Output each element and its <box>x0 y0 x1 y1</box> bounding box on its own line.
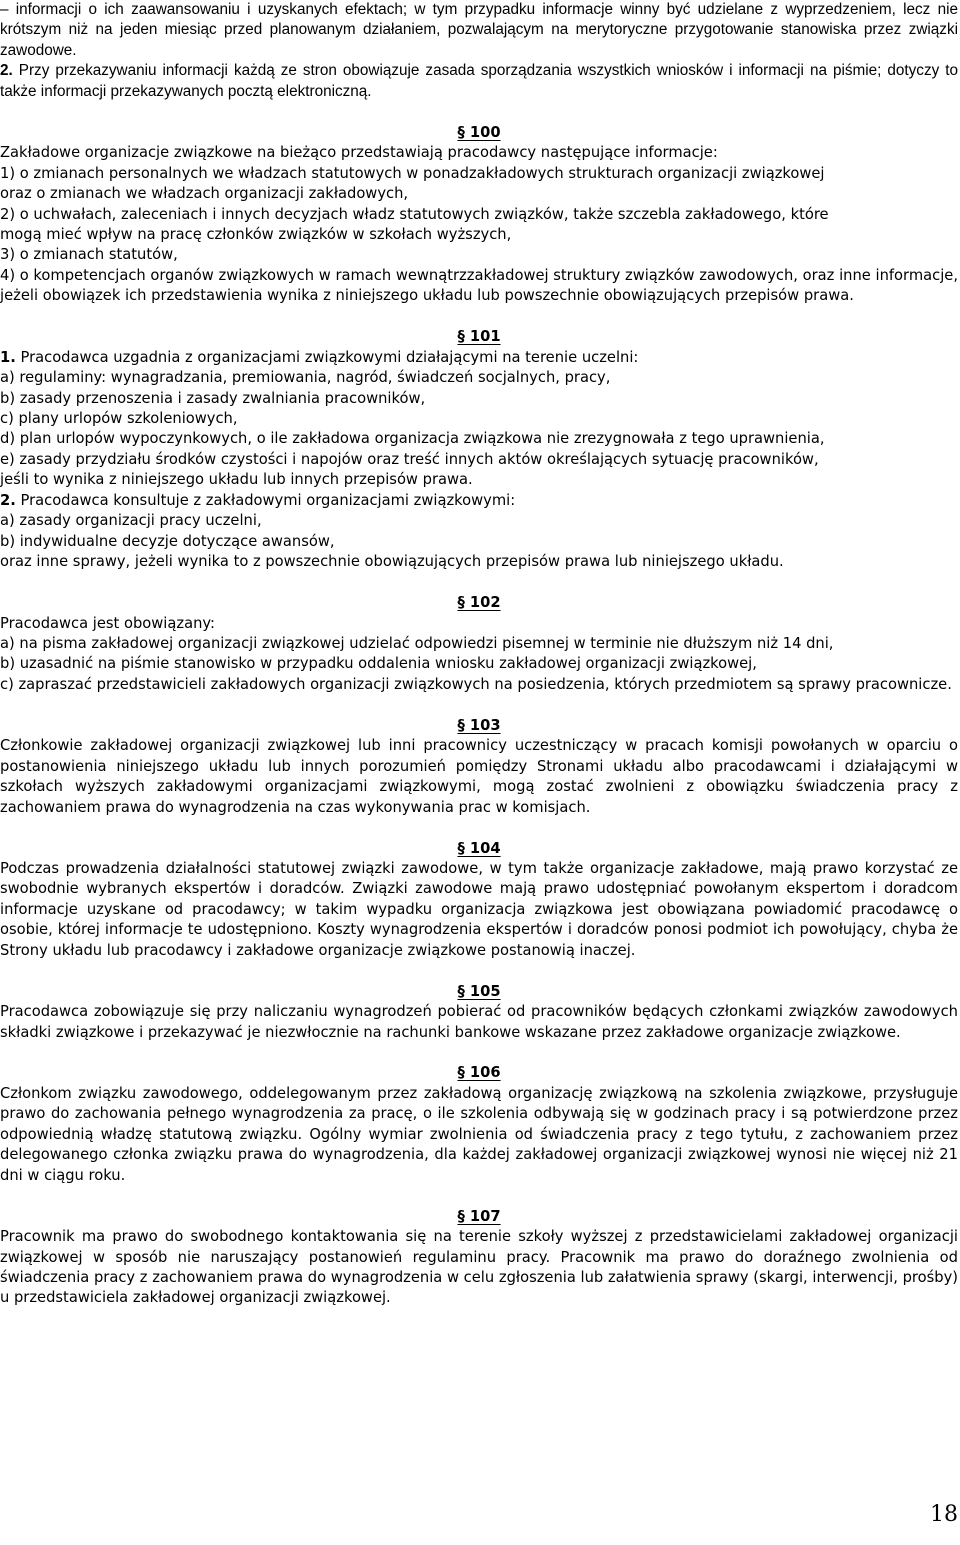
section-105-text: Pracodawca zobowiązuje się przy naliczaniu wynagrodzeń pobierać od pracowników będących członkami związków zawodowych składki związkowe i przekazywać je niezwłocznie na rachunki bankowe wskazane przez zakładowe organizacje związkowe. <box>0 1003 958 1041</box>
section-title-101: § 101 <box>457 328 501 346</box>
section-101-item-c: c) plany urlopów szkoleniowych, <box>0 410 238 428</box>
section-101-item-e2: jeśli to wynika z niniejszego układu lub innych przepisów prawa. <box>0 471 473 489</box>
continuation-paragraph: – informacji o ich zaawansowaniu i uzyskanych efektach; w tym przypadku informacje winny być udzielane z wyprzedzeniem, lecz nie krótszym niż na jeden miesiąc przed planowanym działaniem, pozwalającym na merytoryczne przygotowanie stanowiska przez związki zawodowe. <box>0 1 958 59</box>
section-100-item-2a: 2) o uchwałach, zaleceniach i innych decyzjach władz statutowych związków, także szczebla zakładowego, które <box>0 205 829 223</box>
point-text: Pracodawca uzgadnia z organizacjami związkowymi działającymi na terenie uczelni: <box>15 348 639 366</box>
section-101-item-b2: b) indywidualne decyzje dotyczące awansów, <box>0 532 335 550</box>
section-100-item-2b: mogą mieć wpływ na pracę członków związków w szkołach wyższych, <box>0 225 512 243</box>
paragraph-2 <box>0 61 958 102</box>
page-number: 18 <box>930 1502 958 1527</box>
section-101-item-b: b) zasady przenoszenia i zasady zwalniania pracowników, <box>0 389 426 407</box>
section-title-105: § 105 <box>457 982 501 1000</box>
section-101-end: oraz inne sprawy, jeżeli wynika to z powszechnie obowiązujących przepisów prawa lub niniejszego układu. <box>0 553 784 571</box>
section-101-item-a: a) regulaminy: wynagradzania, premiowania, nagród, świadczeń socjalnych, pracy, <box>0 369 611 387</box>
section-title-104: § 104 <box>457 839 501 857</box>
section-title-107: § 107 <box>457 1207 501 1225</box>
section-106-text: Członkom związku zawodowego, oddelegowanym przez zakładową organizację związkową na szkolenia związkowe, przysługuje prawo do zachowania pełnego wynagrodzenia za pracę, o ile szkolenia odbywają się w godzinach pracy i są potwierdzone przez odpowiednią władzę statutową związku. Ogólny wymiar zwolnienia od świadczenia pracy z tego tytułu, z zachowaniem przez delegowanego członka związku prawa do wynagrodzenia, dla każdej zakładowej organizacji związkowej wynosi nie więcej niż 21 dni w ciągu roku. <box>0 1084 958 1184</box>
section-102-item-c: c) zapraszać przedstawicieli zakładowych organizacji związkowych na posiedzenia, których przedmiotem są sprawy pracownicze. <box>0 675 952 693</box>
section-102-item-a: a) na pisma zakładowej organizacji związkowej udzielać odpowiedzi pisemnej w terminie nie dłuższym niż 14 dni, <box>0 635 834 652</box>
section-102-item-b: b) uzasadnić na piśmie stanowisko w przypadku oddalenia wniosku zakładowej organizacji związkowej, <box>0 655 757 673</box>
point-number: 2. <box>0 491 16 509</box>
section-100-item-3: 3) o zmianach statutów, <box>0 246 178 264</box>
section-101-item-e1: e) zasady przydziału środków czystości i napojów oraz treść innych aktów określających sytuację pracowników, <box>0 450 819 468</box>
section-104-text: Podczas prowadzenia działalności statutowej związki zawodowe, w tym także organizacje zakładowe, mają prawo korzystać ze swobodnie wybranych ekspertów i doradców. Związki zawodowe mają prawo udostępniać powołanym ekspertom i doradcom informacje uzyskane od pracodawcy; w takim wypadku organizacja związkowa jest obowiązana powiadomić pracodawcę o osobie, której informacje te udostępniono. Koszty wynagrodzenia ekspertów i doradców ponosi podmiot ich powołujący, chyba że Strony układu lub pracodawcy i zakładowe organizacje związkowe postanowią inaczej. <box>0 859 958 959</box>
paragraph-number: 2. <box>0 62 13 80</box>
section-103-text: Członkowie zakładowej organizacji związkowej lub inni pracownicy uczestniczący w pracach komisji powołanych w oparciu o postanowienia niniejszego układu lub innych porozumień pomiędzy Stronami układu albo pracodawcami i działającymi w szkołach wyższych zakładowymi organizacjami związkowymi, mogą zostać zwolnieni z obowiązku świadczenia pracy z zachowaniem prawa do wynagrodzenia na czas wykonywania prac w komisjach. <box>0 737 958 816</box>
section-101-item-a2: a) zasady organizacji pracy uczelni, <box>0 512 262 530</box>
section-title-102: § 102 <box>457 594 501 612</box>
section-101-point-2 <box>0 491 958 511</box>
point-text: Pracodawca konsultuje z zakładowymi organizacjami związkowymi: <box>15 491 516 509</box>
section-101-point-1 <box>0 348 958 368</box>
section-107-text: Pracownik ma prawo do swobodnego kontaktowania się na terenie szkoły wyższej z przedstawicielami zakładowej organizacji związkowej w sposób nie naruszający postanowień regulaminu pracy. Pracownik ma prawo do doraźnego zwolnienia od świadczenia pracy z zachowaniem prawa do wynagrodzenia w celu zgłoszenia lub załatwienia sprawy (skargi, interwencji, prośby) u przedstawiciela zakładowej organizacji związkowej. <box>0 1228 958 1307</box>
section-102-intro: Pracodawca jest obowiązany: <box>0 614 215 632</box>
section-title-103: § 103 <box>457 716 501 734</box>
section-title-106: § 106 <box>457 1064 501 1082</box>
section-100-item-1b: oraz o zmianach we władzach organizacji zakładowych, <box>0 185 409 203</box>
section-100-item-4: 4) o kompetencjach organów związkowych w ramach wewnątrzzakładowej struktury związków zawodowych, oraz inne informacje, jeżeli obowiązek ich przedstawienia wynika z niniejszego układu lub powszechnie obowiązujących przepisów prawa. <box>0 266 958 305</box>
section-100-intro: Zakładowe organizacje związkowe na bieżąco przedstawiają pracodawcy następujące informacje: <box>0 144 718 162</box>
section-100-item-1a: 1) o zmianach personalnych we władzach statutowych w ponadzakładowych strukturach organizacji związkowej <box>0 164 825 182</box>
section-101-item-d: d) plan urlopów wypoczynkowych, o ile zakładowa organizacja związkowa nie zrezygnowała z tego uprawnienia, <box>0 430 825 448</box>
point-number: 1. <box>0 348 16 366</box>
section-title-100: § 100 <box>457 123 501 141</box>
paragraph-text: Przy przekazywaniu informacji każdą ze stron obowiązuje zasada sporządzania wszystkich wniosków i informacji na piśmie; dotyczy to także informacji przekazywanych pocztą elektroniczną. <box>0 62 958 100</box>
